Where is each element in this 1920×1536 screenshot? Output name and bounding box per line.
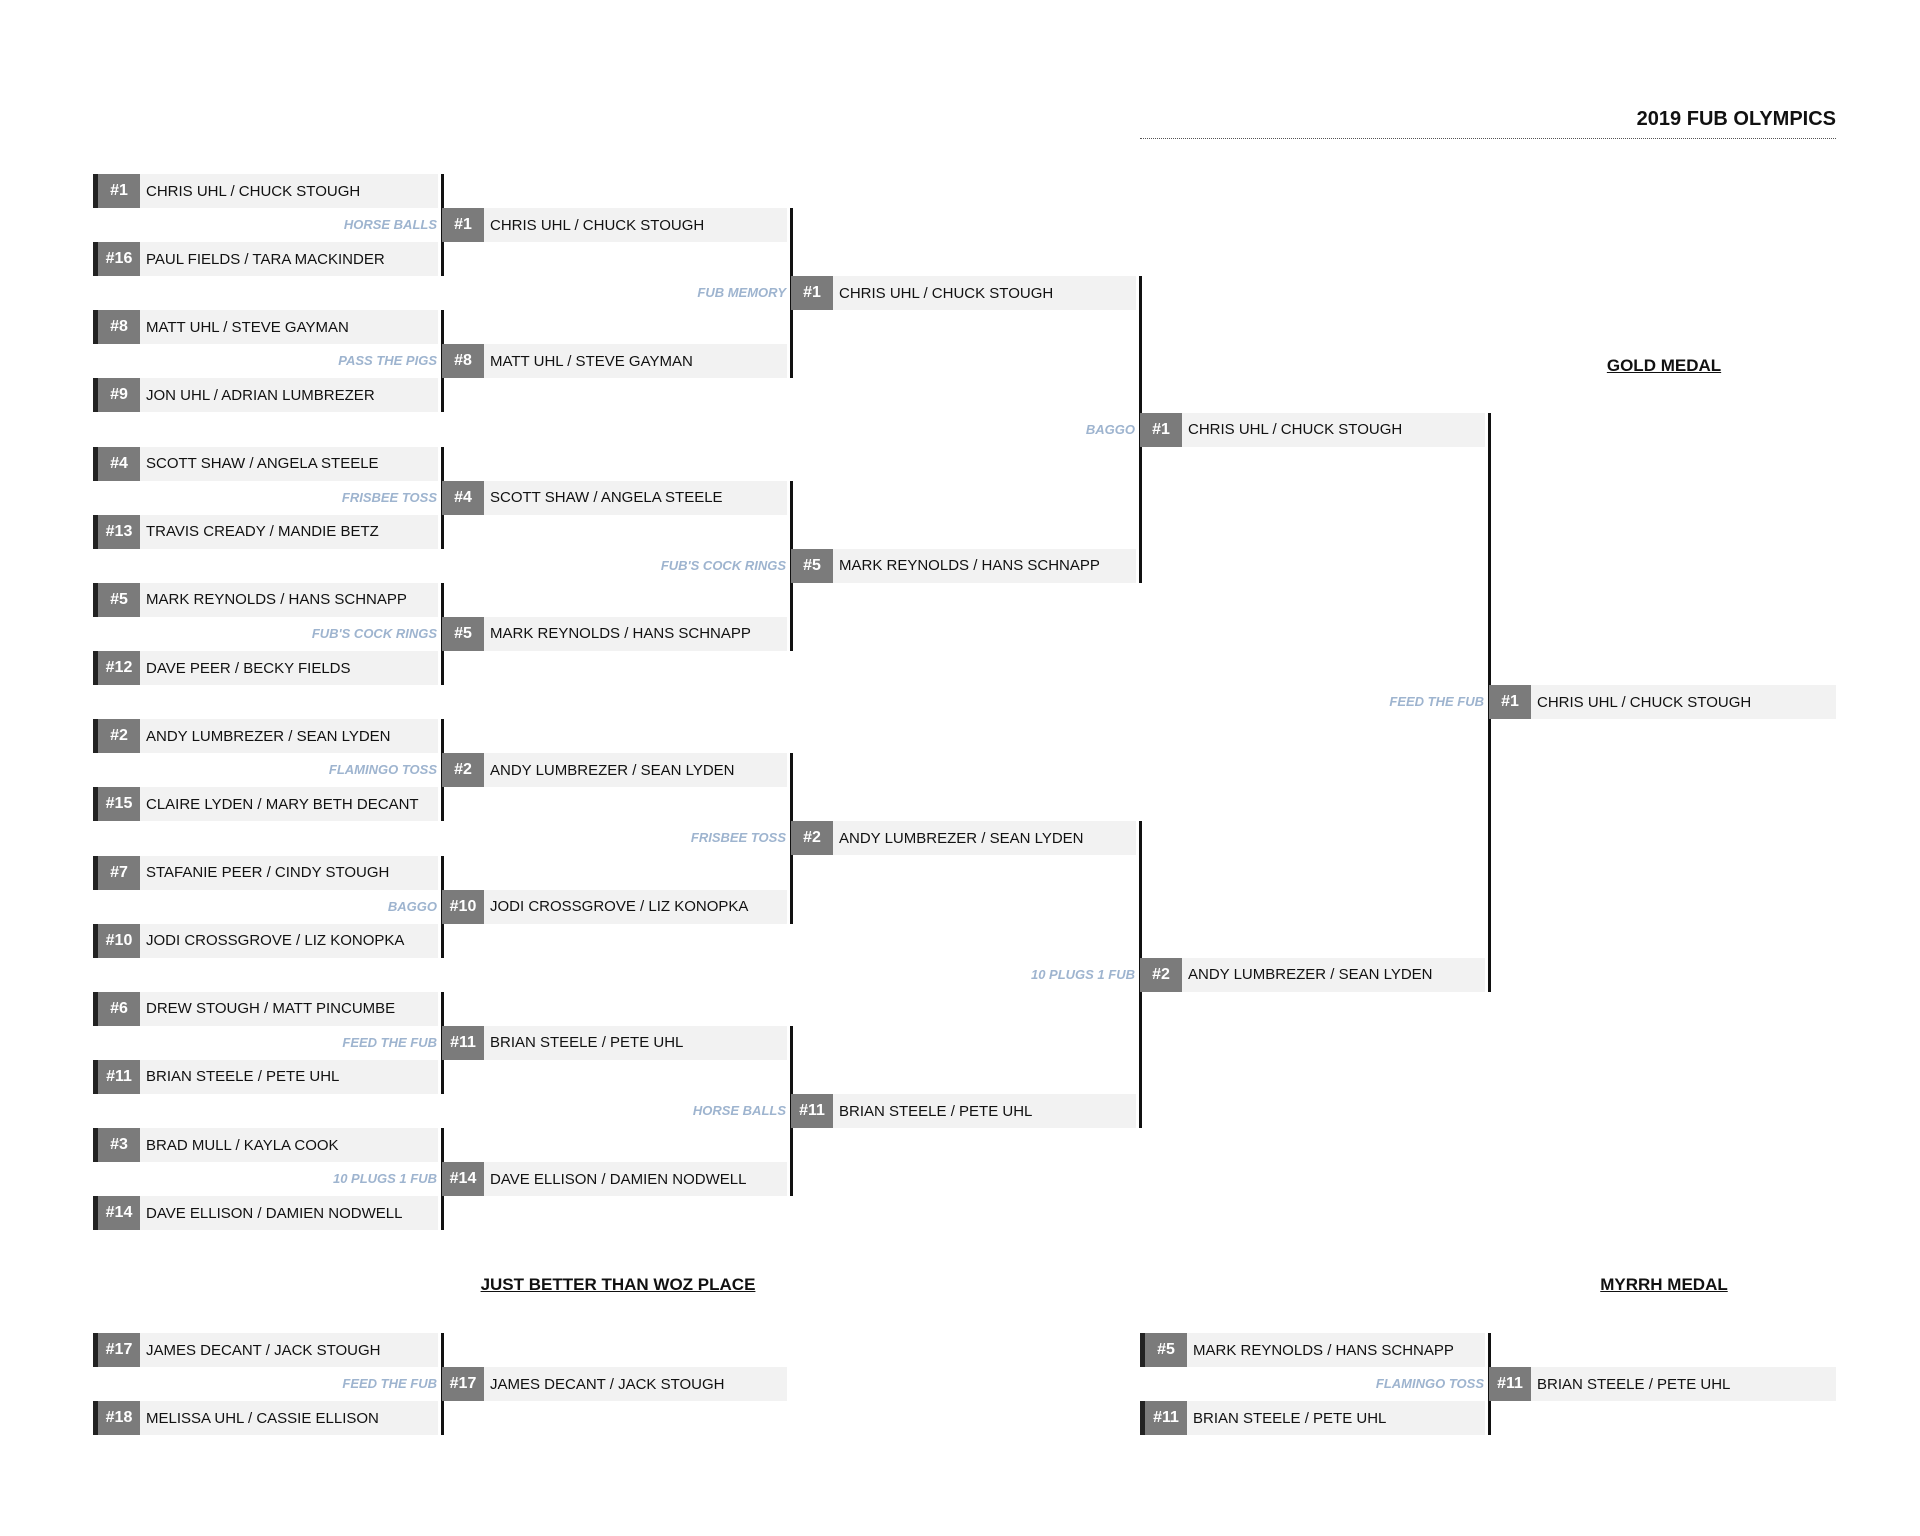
team-name: SCOTT SHAW / ANGELA STEELE xyxy=(490,489,723,507)
team-name: MARK REYNOLDS / HANS SCHNAPP xyxy=(146,591,407,609)
round1-slot xyxy=(93,378,438,412)
round1-slot xyxy=(93,787,438,821)
seed-badge: #13 xyxy=(98,515,140,549)
seed-badge: #1 xyxy=(1489,685,1531,719)
round4-slot xyxy=(1140,958,1485,992)
seed-badge: #1 xyxy=(442,208,484,242)
seed-badge: #12 xyxy=(98,651,140,685)
round2-slot xyxy=(442,617,787,651)
seed-badge: #11 xyxy=(1489,1367,1531,1401)
event-label: FEED THE FUB xyxy=(1389,694,1484,710)
seed-badge: #3 xyxy=(98,1128,140,1162)
seed-badge: #2 xyxy=(1140,958,1182,992)
team-name: BRIAN STEELE / PETE UHL xyxy=(1537,1375,1731,1393)
round1-slot xyxy=(93,1060,438,1094)
event-label: FEED THE FUB xyxy=(342,1376,437,1391)
myrrh-entrant-slot xyxy=(1140,1401,1485,1435)
seed-badge: #5 xyxy=(791,549,833,583)
seed-badge: #11 xyxy=(442,1026,484,1060)
team-name: BRIAN STEELE / PETE UHL xyxy=(490,1034,684,1052)
round2-slot xyxy=(442,753,787,787)
team-name: MARK REYNOLDS / HANS SCHNAPP xyxy=(1193,1341,1454,1359)
event-label: FRISBEE TOSS xyxy=(690,830,786,846)
seed-badge: #11 xyxy=(1145,1401,1187,1435)
seed-badge: #2 xyxy=(791,821,833,855)
round3-slot xyxy=(791,1094,1136,1128)
team-name: ANDY LUMBREZER / SEAN LYDEN xyxy=(490,761,735,779)
round1-slot xyxy=(93,856,438,890)
team-name: JAMES DECANT / JACK STOUGH xyxy=(490,1375,725,1393)
round2-slot xyxy=(442,1026,787,1060)
seed-badge: #14 xyxy=(98,1196,140,1230)
seed-badge: #1 xyxy=(98,174,140,208)
seed-badge: #10 xyxy=(442,890,484,924)
seed-badge: #11 xyxy=(98,1060,140,1094)
woz-entrant-slot xyxy=(93,1401,438,1435)
team-name: ANDY LUMBREZER / SEAN LYDEN xyxy=(839,829,1084,847)
seed-badge: #5 xyxy=(98,583,140,617)
team-name: MATT UHL / STEVE GAYMAN xyxy=(146,318,349,336)
team-name: CHRIS UHL / CHUCK STOUGH xyxy=(146,182,361,200)
woz-entrant-slot xyxy=(93,1333,438,1367)
event-label: PASS THE PIGS xyxy=(338,353,437,369)
team-name: SCOTT SHAW / ANGELA STEELE xyxy=(146,455,379,473)
round1-slot xyxy=(93,242,438,276)
team-name: CLAIRE LYDEN / MARY BETH DECANT xyxy=(146,795,419,813)
team-name: JODI CROSSGROVE / LIZ KONOPKA xyxy=(490,898,749,916)
seed-badge: #1 xyxy=(1140,413,1182,447)
team-name: STAFANIE PEER / CINDY STOUGH xyxy=(146,864,390,881)
seed-badge: #4 xyxy=(442,481,484,515)
event-label: 10 PLUGS 1 FUB xyxy=(1030,966,1135,982)
team-name: JAMES DECANT / JACK STOUGH xyxy=(146,1341,381,1359)
seed-badge: #2 xyxy=(442,753,484,787)
team-name: CHRIS UHL / CHUCK STOUGH xyxy=(1188,421,1403,439)
seed-badge: #17 xyxy=(98,1333,140,1367)
team-name: DREW STOUGH / MATT PINCUMBE xyxy=(146,1000,396,1018)
team-name: CHRIS UHL / CHUCK STOUGH xyxy=(490,216,705,234)
event-label: HORSE BALLS xyxy=(692,1103,786,1119)
round1-slot xyxy=(93,1128,438,1162)
round1-slot xyxy=(93,174,438,208)
seed-badge: #1 xyxy=(791,276,833,310)
round2-slot xyxy=(442,1162,787,1196)
event-label: 10 PLUGS 1 FUB xyxy=(332,1171,437,1187)
seed-badge: #11 xyxy=(791,1094,833,1128)
seed-badge: #16 xyxy=(98,242,140,276)
seed-badge: #2 xyxy=(98,719,140,753)
page-title: 2019 FUB OLYMPICS xyxy=(1636,108,1836,130)
round2-slot xyxy=(442,344,787,378)
round2-slot xyxy=(442,890,787,924)
team-name: CHRIS UHL / CHUCK STOUGH xyxy=(839,284,1054,302)
round1-slot xyxy=(93,719,438,753)
event-label: FUB MEMORY xyxy=(697,285,786,301)
team-name: BRAD MULL / KAYLA COOK xyxy=(146,1136,339,1154)
seed-badge: #6 xyxy=(98,992,140,1026)
seed-badge: #8 xyxy=(442,344,484,378)
team-name: ANDY LUMBREZER / SEAN LYDEN xyxy=(1188,966,1433,984)
team-name: DAVE ELLISON / DAMIEN NODWELL xyxy=(146,1204,403,1222)
round1-slot xyxy=(93,992,438,1026)
seed-badge: #18 xyxy=(98,1401,140,1435)
champion-slot xyxy=(1489,685,1836,719)
event-label: FLAMINGO TOSS xyxy=(328,762,437,778)
team-name: TRAVIS CREADY / MANDIE BETZ xyxy=(146,523,379,541)
seed-badge: #17 xyxy=(442,1367,484,1401)
round1-slot xyxy=(93,924,438,958)
woz-place-heading: JUST BETTER THAN WOZ PLACE xyxy=(480,1275,756,1294)
round1-slot xyxy=(93,583,438,617)
seed-badge: #8 xyxy=(98,310,140,344)
event-label: FLAMINGO TOSS xyxy=(1375,1376,1484,1391)
round1-slot xyxy=(93,1196,438,1230)
seed-badge: #9 xyxy=(98,378,140,412)
gold-medal-heading: GOLD MEDAL xyxy=(1606,356,1722,375)
seed-badge: #14 xyxy=(442,1162,484,1196)
team-name: DAVE PEER / BECKY FIELDS xyxy=(146,659,351,677)
team-name: MATT UHL / STEVE GAYMAN xyxy=(490,352,693,370)
team-name: ANDY LUMBREZER / SEAN LYDEN xyxy=(146,727,391,745)
seed-badge: #10 xyxy=(98,924,140,958)
woz-winner-slot xyxy=(442,1367,787,1401)
myrrh-entrant-slot xyxy=(1140,1333,1485,1367)
event-label: FUB'S COCK RINGS xyxy=(311,625,437,641)
team-name: MARK REYNOLDS / HANS SCHNAPP xyxy=(490,625,751,643)
team-name: PAUL FIELDS / TARA MACKINDER xyxy=(146,250,385,268)
round4-slot xyxy=(1140,413,1485,447)
round3-slot xyxy=(791,549,1136,583)
team-name: JODI CROSSGROVE / LIZ KONOPKA xyxy=(146,932,405,950)
title-divider xyxy=(1140,138,1836,139)
round1-slot xyxy=(93,447,438,481)
seed-badge: #15 xyxy=(98,787,140,821)
round1-slot xyxy=(93,515,438,549)
team-name: BRIAN STEELE / PETE UHL xyxy=(839,1102,1033,1120)
myrrh-medal-heading: MYRRH MEDAL xyxy=(1600,1275,1728,1294)
round2-slot xyxy=(442,208,787,242)
team-name: JON UHL / ADRIAN LUMBREZER xyxy=(146,386,375,404)
event-label: HORSE BALLS xyxy=(343,217,437,233)
event-label: FRISBEE TOSS xyxy=(341,489,437,505)
myrrh-winner-slot xyxy=(1489,1367,1836,1401)
team-name: DAVE ELLISON / DAMIEN NODWELL xyxy=(490,1170,747,1188)
round1-slot xyxy=(93,310,438,344)
team-name: BRIAN STEELE / PETE UHL xyxy=(1193,1409,1387,1427)
seed-badge: #4 xyxy=(98,447,140,481)
seed-badge: #5 xyxy=(442,617,484,651)
event-label: BAGGO xyxy=(387,898,437,914)
round1-slot xyxy=(93,651,438,685)
event-label: FEED THE FUB xyxy=(342,1034,437,1050)
round3-slot xyxy=(791,276,1136,310)
team-name: MELISSA UHL / CASSIE ELLISON xyxy=(146,1409,379,1427)
round3-slot xyxy=(791,821,1136,855)
event-label: FUB'S COCK RINGS xyxy=(660,557,786,573)
seed-badge: #7 xyxy=(98,856,140,890)
team-name: CHRIS UHL / CHUCK STOUGH xyxy=(1537,693,1752,711)
team-name: BRIAN STEELE / PETE UHL xyxy=(146,1068,340,1086)
event-label: BAGGO xyxy=(1085,421,1135,437)
round2-slot xyxy=(442,481,787,515)
seed-badge: #5 xyxy=(1145,1333,1187,1367)
team-name: MARK REYNOLDS / HANS SCHNAPP xyxy=(839,557,1100,575)
